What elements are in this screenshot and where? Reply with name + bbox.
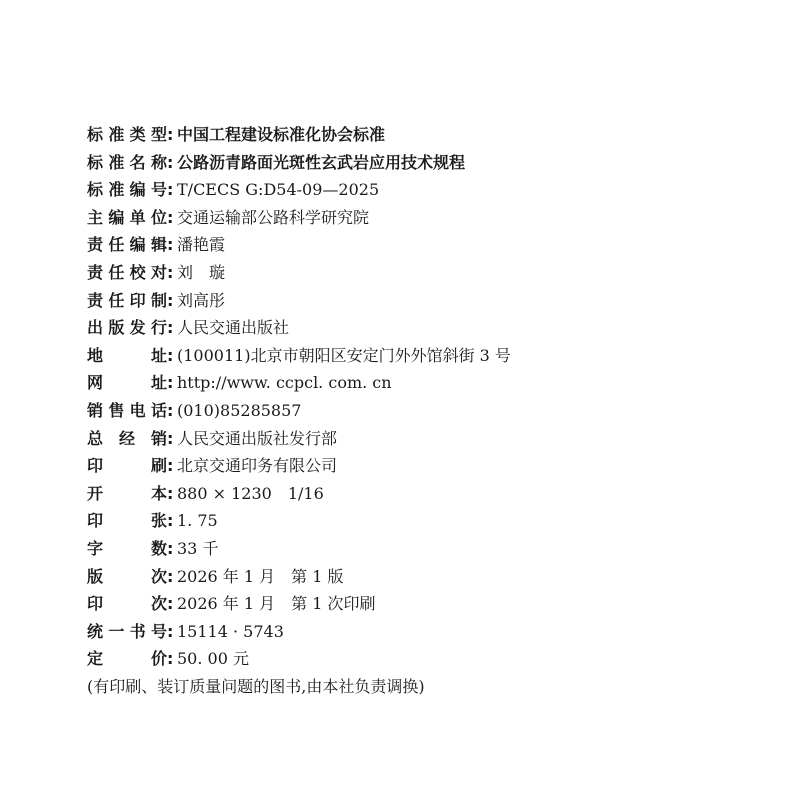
colophon-row — [87, 149, 767, 177]
colophon-value: http://www. ccpcl. com. cn — [177, 373, 392, 393]
colophon-label: 出 版 发 行 — [87, 318, 167, 338]
colophon-row — [87, 425, 767, 453]
colophon-value: (010)85285857 — [177, 400, 302, 420]
colophon-row — [87, 507, 767, 535]
colophon-value: 33 千 — [177, 538, 219, 558]
colophon-value: 50. 00 元 — [177, 649, 249, 669]
colophon-label: 开 本 — [87, 483, 167, 503]
colophon-row — [87, 259, 767, 287]
colophon-value: 人民交通出版社 — [177, 318, 290, 338]
colophon-value: 潘艳霞 — [177, 235, 226, 255]
colophon-row — [87, 342, 767, 370]
colophon-row — [87, 645, 767, 673]
colophon-value: 交通运输部公路科学研究院 — [177, 207, 370, 227]
colophon-value: T/CECS G:D54-09—2025 — [177, 180, 380, 200]
colophon-label: 版 次 — [87, 566, 167, 586]
colophon-separator: : — [167, 566, 174, 586]
colophon-row — [87, 480, 767, 508]
colophon-row — [87, 204, 767, 232]
colophon-label: 印 张 — [87, 511, 167, 531]
colophon-label: 销 售 电 话 — [87, 400, 167, 420]
colophon-separator: : — [167, 511, 174, 531]
colophon-row — [87, 618, 767, 646]
colophon-separator: : — [167, 538, 174, 558]
colophon-label: 总 经 销 — [87, 428, 167, 448]
colophon-separator: : — [167, 180, 174, 200]
colophon-label: 标 准 编 号 — [87, 180, 167, 200]
colophon-row — [87, 121, 767, 149]
colophon-value: 880 × 1230 1/16 — [177, 483, 324, 503]
colophon-separator: : — [167, 483, 174, 503]
colophon-separator: : — [167, 262, 174, 282]
colophon-value: 公路沥青路面光斑性玄武岩应用技术规程 — [177, 152, 466, 172]
colophon-label: 印 刷 — [87, 456, 167, 476]
colophon-label: 责 任 印 制 — [87, 290, 167, 310]
colophon-value: 2026 年 1 月 第 1 版 — [177, 566, 344, 586]
colophon-label: 主 编 单 位 — [87, 207, 167, 227]
colophon-value: 15114 · 5743 — [177, 621, 284, 641]
colophon-label: 字 数 — [87, 538, 167, 558]
colophon-separator: : — [167, 400, 174, 420]
colophon-separator: : — [167, 594, 174, 614]
colophon-value: 2026 年 1 月 第 1 次印刷 — [177, 594, 376, 614]
colophon-separator: : — [167, 318, 174, 338]
colophon-value: (100011)北京市朝阳区安定门外外馆斜街 3 号 — [177, 345, 511, 365]
colophon-row — [87, 231, 767, 259]
colophon-separator: : — [167, 125, 174, 144]
colophon-label: 网 址 — [87, 373, 167, 393]
colophon-label: 印 次 — [87, 594, 167, 614]
colophon-value: 人民交通出版社发行部 — [177, 428, 338, 448]
colophon-block — [87, 121, 767, 700]
colophon-separator: : — [167, 235, 174, 255]
colophon-value: 刘 璇 — [177, 262, 226, 282]
colophon-separator: : — [167, 456, 174, 476]
colophon-label: 地 址 — [87, 345, 167, 365]
colophon-row — [87, 452, 767, 480]
colophon-row — [87, 563, 767, 591]
colophon-separator: : — [167, 621, 174, 641]
colophon-row — [87, 397, 767, 425]
colophon-label: 标 准 类 型 — [87, 125, 167, 144]
colophon-separator: : — [167, 345, 174, 365]
quality-notice: (有印刷、装订质量问题的图书,由本社负责调换) — [87, 676, 425, 696]
colophon-separator: : — [167, 207, 174, 227]
colophon-value: 刘高彤 — [177, 290, 226, 310]
colophon-row — [87, 287, 767, 315]
colophon-separator: : — [167, 373, 174, 393]
colophon-row — [87, 535, 767, 563]
colophon-value: 中国工程建设标准化协会标准 — [177, 125, 386, 144]
colophon-separator: : — [167, 649, 174, 669]
colophon-row — [87, 369, 767, 397]
colophon-label: 责 任 校 对 — [87, 262, 167, 282]
colophon-row — [87, 314, 767, 342]
colophon-separator: : — [167, 428, 174, 448]
colophon-value: 1. 75 — [177, 511, 218, 531]
colophon-separator: : — [167, 290, 174, 310]
colophon-row — [87, 176, 767, 204]
colophon-label: 统 一 书 号 — [87, 621, 167, 641]
colophon-separator: : — [167, 152, 174, 172]
colophon-label: 标 准 名 称 — [87, 152, 167, 172]
colophon-value: 北京交通印务有限公司 — [177, 456, 338, 476]
colophon-row — [87, 590, 767, 618]
colophon-label: 定 价 — [87, 649, 167, 669]
colophon-label: 责 任 编 辑 — [87, 235, 167, 255]
